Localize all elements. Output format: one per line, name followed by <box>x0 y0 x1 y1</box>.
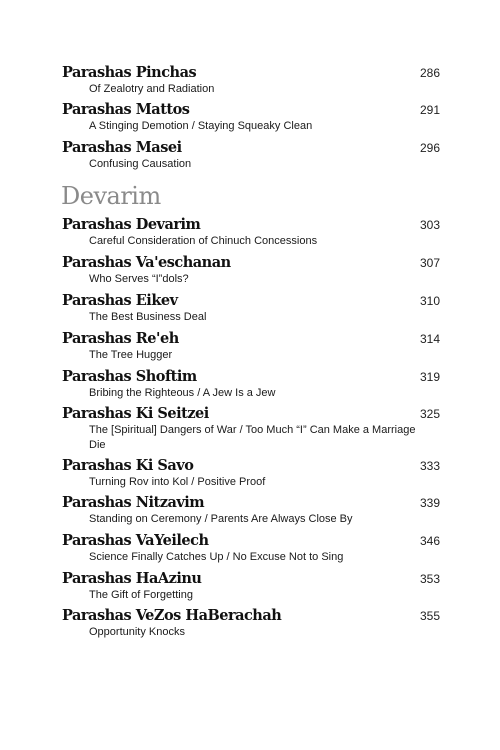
entry-subtitle: Science Finally Catches Up / No Excuse Not to Sing <box>89 551 344 563</box>
toc-entry-shoftim <box>62 368 440 401</box>
entry-title: Parashas Devarim <box>62 216 201 233</box>
entry-subtitle: Standing on Ceremony / Parents Are Always Close By <box>89 513 353 525</box>
entry-page-number: 325 <box>419 407 440 421</box>
entry-subtitle: The [Spiritual] Dangers of War / Too Much “I” Can Make a Marriage Die <box>89 424 416 451</box>
toc-entry-vaeschanan <box>62 254 440 287</box>
entry-subtitle: Of Zealotry and Radiation <box>89 83 215 95</box>
entry-subtitle: Turning Rov into Kol / Positive Proof <box>89 476 266 488</box>
entry-title: Parashas Re'eh <box>62 330 179 347</box>
entry-page-number: 310 <box>419 294 440 308</box>
entry-subtitle: A Stinging Demotion / Staying Squeaky Clean <box>89 120 313 132</box>
entry-title: Parashas Masei <box>62 139 182 156</box>
toc-entry-ki-seitzei <box>62 405 440 453</box>
entry-subtitle: The Gift of Forgetting <box>89 589 193 601</box>
entry-subtitle: The Best Business Deal <box>89 311 207 323</box>
toc-entry-ki-savo <box>62 457 440 490</box>
entry-title: Parashas VaYeilech <box>62 532 209 549</box>
entry-subtitle: The Tree Hugger <box>89 349 173 361</box>
entry-subtitle: Careful Consideration of Chinuch Concessions <box>89 235 318 247</box>
toc-entry-masei <box>62 139 440 172</box>
entry-page-number: 346 <box>419 534 440 548</box>
entry-page-number: 296 <box>419 141 440 155</box>
entry-subtitle: Confusing Causation <box>89 158 192 170</box>
toc-entry-haazinu <box>62 570 440 603</box>
entry-title: Parashas Ki Seitzei <box>62 405 209 422</box>
entry-title: Parashas Va'eschanan <box>62 254 231 271</box>
entry-title: Parashas VeZos HaBerachah <box>62 607 282 624</box>
toc-entry-vayeilech <box>62 532 440 565</box>
toc-entry-mattos <box>62 101 440 134</box>
toc-entry-reeh <box>62 330 440 363</box>
entry-page-number: 314 <box>419 332 440 346</box>
entry-page-number: 339 <box>419 496 440 510</box>
toc-entry-vezos-haberachah <box>62 607 440 640</box>
entry-title: Parashas Ki Savo <box>62 457 194 474</box>
toc-entry-devarim <box>62 216 440 249</box>
entry-subtitle: Bribing the Righteous / A Jew Is a Jew <box>89 387 276 399</box>
entry-subtitle: Who Serves “I”dols? <box>89 273 189 285</box>
entry-page-number: 319 <box>419 370 440 384</box>
entry-page-number: 355 <box>419 609 440 623</box>
entry-page-number: 291 <box>419 103 440 117</box>
entry-subtitle: Opportunity Knocks <box>89 626 185 638</box>
entry-title: Parashas Nitzavim <box>62 494 205 511</box>
entry-title: Parashas Mattos <box>62 101 190 118</box>
entry-page-number: 303 <box>419 218 440 232</box>
toc-entry-nitzavim <box>62 494 440 527</box>
entry-title: Parashas Pinchas <box>62 64 197 81</box>
entry-page-number: 353 <box>419 572 440 586</box>
toc-entry-pinchas <box>62 64 440 97</box>
entry-title: Parashas Eikev <box>62 292 178 309</box>
entry-title: Parashas HaAzinu <box>62 570 202 587</box>
entry-page-number: 307 <box>419 256 440 270</box>
toc-entry-eikev <box>62 292 440 325</box>
entry-title: Parashas Shoftim <box>62 368 197 385</box>
entry-page-number: 333 <box>419 459 440 473</box>
section-heading: Devarim <box>61 182 161 210</box>
entry-page-number: 286 <box>419 66 440 80</box>
